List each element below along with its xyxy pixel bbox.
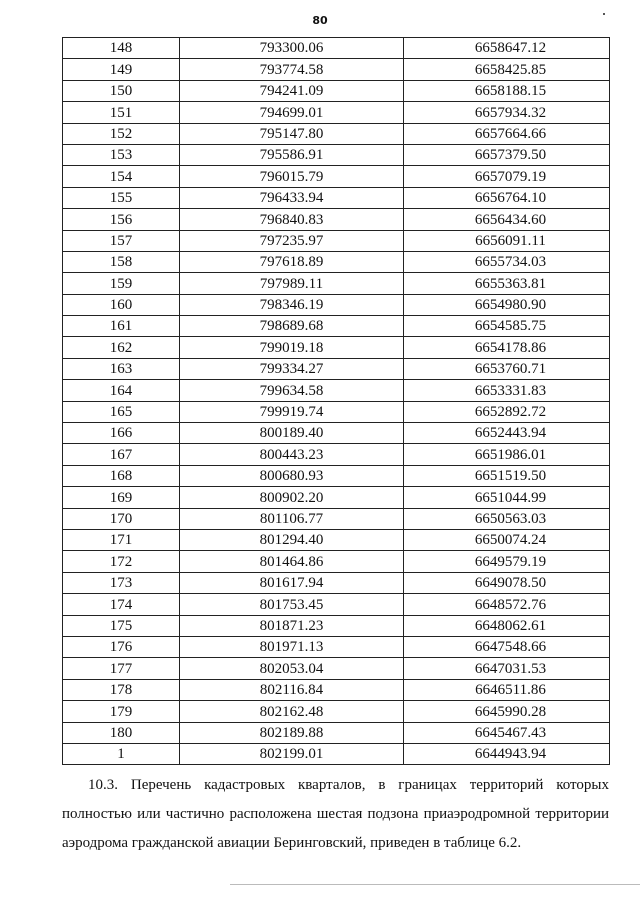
x-coordinate-cell: 801971.13 (180, 636, 404, 657)
point-number-cell: 154 (63, 166, 180, 187)
point-number-cell: 151 (63, 102, 180, 123)
y-coordinate-cell: 6657664.66 (404, 123, 610, 144)
table-row (63, 722, 610, 743)
table-row (63, 80, 610, 101)
y-coordinate-cell: 6648062.61 (404, 615, 610, 636)
point-number-cell: 163 (63, 358, 180, 379)
y-coordinate-cell: 6658425.85 (404, 59, 610, 80)
table-row (63, 358, 610, 379)
point-number-cell: 175 (63, 615, 180, 636)
point-number-cell: 169 (63, 487, 180, 508)
table-row (63, 401, 610, 422)
table-row (63, 166, 610, 187)
y-coordinate-cell: 6645990.28 (404, 701, 610, 722)
y-coordinate-cell: 6655363.81 (404, 273, 610, 294)
table-row (63, 273, 610, 294)
table-row (63, 679, 610, 700)
point-number-cell: 180 (63, 722, 180, 743)
x-coordinate-cell: 800902.20 (180, 487, 404, 508)
y-coordinate-cell: 6652892.72 (404, 401, 610, 422)
table-row (63, 465, 610, 486)
x-coordinate-cell: 793774.58 (180, 59, 404, 80)
x-coordinate-cell: 802053.04 (180, 658, 404, 679)
table-row (63, 337, 610, 358)
point-number-cell: 177 (63, 658, 180, 679)
x-coordinate-cell: 802162.48 (180, 701, 404, 722)
y-coordinate-cell: 6652443.94 (404, 423, 610, 444)
section-paragraph-text: 10.3. Перечень кадастровых кварталов, в границах территорий которых полностью или частично расположена шестая подзона приаэродромной территории аэродрома гражданской авиации Беринговский, приведен в таблице 6.2. (62, 777, 609, 851)
y-coordinate-cell: 6650074.24 (404, 529, 610, 550)
y-coordinate-cell: 6647031.53 (404, 658, 610, 679)
point-number-cell: 176 (63, 636, 180, 657)
y-coordinate-cell: 6656434.60 (404, 209, 610, 230)
scan-bottom-line (230, 884, 640, 885)
point-number-cell: 152 (63, 123, 180, 144)
point-number-cell: 149 (63, 59, 180, 80)
point-number-cell: 1 (63, 743, 180, 764)
y-coordinate-cell: 6649579.19 (404, 551, 610, 572)
x-coordinate-cell: 794241.09 (180, 80, 404, 101)
y-coordinate-cell: 6653760.71 (404, 358, 610, 379)
y-coordinate-cell: 6658647.12 (404, 38, 610, 59)
table-row (63, 701, 610, 722)
point-number-cell: 153 (63, 144, 180, 165)
y-coordinate-cell: 6650563.03 (404, 508, 610, 529)
point-number-cell: 166 (63, 423, 180, 444)
point-number-cell: 160 (63, 294, 180, 315)
y-coordinate-cell: 6644943.94 (404, 743, 610, 764)
table-row (63, 316, 610, 337)
y-coordinate-cell: 6657934.32 (404, 102, 610, 123)
x-coordinate-cell: 802116.84 (180, 679, 404, 700)
x-coordinate-cell: 802199.01 (180, 743, 404, 764)
table-row (63, 444, 610, 465)
section-paragraph (62, 771, 609, 858)
point-number-cell: 178 (63, 679, 180, 700)
x-coordinate-cell: 797235.97 (180, 230, 404, 251)
x-coordinate-cell: 799019.18 (180, 337, 404, 358)
y-coordinate-cell: 6655734.03 (404, 251, 610, 272)
table-row (63, 487, 610, 508)
x-coordinate-cell: 796840.83 (180, 209, 404, 230)
page-number: 80 (312, 14, 328, 27)
table-row (63, 594, 610, 615)
x-coordinate-cell: 801753.45 (180, 594, 404, 615)
x-coordinate-cell: 800680.93 (180, 465, 404, 486)
y-coordinate-cell: 6647548.66 (404, 636, 610, 657)
x-coordinate-cell: 797989.11 (180, 273, 404, 294)
point-number-cell: 158 (63, 251, 180, 272)
x-coordinate-cell: 800189.40 (180, 423, 404, 444)
y-coordinate-cell: 6646511.86 (404, 679, 610, 700)
scan-speck (603, 13, 605, 15)
x-coordinate-cell: 796015.79 (180, 166, 404, 187)
table-row (63, 144, 610, 165)
y-coordinate-cell: 6653331.83 (404, 380, 610, 401)
point-number-cell: 173 (63, 572, 180, 593)
table-row (63, 102, 610, 123)
y-coordinate-cell: 6657079.19 (404, 166, 610, 187)
point-number-cell: 167 (63, 444, 180, 465)
point-number-cell: 148 (63, 38, 180, 59)
table-row (63, 209, 610, 230)
table-row (63, 551, 610, 572)
x-coordinate-cell: 800443.23 (180, 444, 404, 465)
point-number-cell: 179 (63, 701, 180, 722)
y-coordinate-cell: 6651986.01 (404, 444, 610, 465)
point-number-cell: 170 (63, 508, 180, 529)
x-coordinate-cell: 801871.23 (180, 615, 404, 636)
y-coordinate-cell: 6656091.11 (404, 230, 610, 251)
x-coordinate-cell: 799334.27 (180, 358, 404, 379)
point-number-cell: 172 (63, 551, 180, 572)
x-coordinate-cell: 797618.89 (180, 251, 404, 272)
x-coordinate-cell: 801294.40 (180, 529, 404, 550)
y-coordinate-cell: 6654585.75 (404, 316, 610, 337)
table-row (63, 123, 610, 144)
x-coordinate-cell: 796433.94 (180, 187, 404, 208)
x-coordinate-cell: 801106.77 (180, 508, 404, 529)
y-coordinate-cell: 6654178.86 (404, 337, 610, 358)
point-number-cell: 159 (63, 273, 180, 294)
point-number-cell: 168 (63, 465, 180, 486)
point-number-cell: 156 (63, 209, 180, 230)
y-coordinate-cell: 6651044.99 (404, 487, 610, 508)
point-number-cell: 155 (63, 187, 180, 208)
table-row (63, 187, 610, 208)
point-number-cell: 157 (63, 230, 180, 251)
table-row (63, 636, 610, 657)
x-coordinate-cell: 799919.74 (180, 401, 404, 422)
x-coordinate-cell: 798346.19 (180, 294, 404, 315)
table-row (63, 294, 610, 315)
x-coordinate-cell: 801464.86 (180, 551, 404, 572)
y-coordinate-cell: 6648572.76 (404, 594, 610, 615)
point-number-cell: 171 (63, 529, 180, 550)
y-coordinate-cell: 6657379.50 (404, 144, 610, 165)
table-row (63, 230, 610, 251)
table-row (63, 529, 610, 550)
table-row (63, 508, 610, 529)
point-number-cell: 150 (63, 80, 180, 101)
table-row (63, 572, 610, 593)
table-row (63, 743, 610, 764)
y-coordinate-cell: 6654980.90 (404, 294, 610, 315)
table-row (63, 38, 610, 59)
x-coordinate-cell: 802189.88 (180, 722, 404, 743)
x-coordinate-cell: 793300.06 (180, 38, 404, 59)
x-coordinate-cell: 801617.94 (180, 572, 404, 593)
table-row (63, 615, 610, 636)
point-number-cell: 165 (63, 401, 180, 422)
table-row (63, 658, 610, 679)
x-coordinate-cell: 795147.80 (180, 123, 404, 144)
y-coordinate-cell: 6656764.10 (404, 187, 610, 208)
y-coordinate-cell: 6645467.43 (404, 722, 610, 743)
y-coordinate-cell: 6658188.15 (404, 80, 610, 101)
x-coordinate-cell: 794699.01 (180, 102, 404, 123)
x-coordinate-cell: 799634.58 (180, 380, 404, 401)
y-coordinate-cell: 6649078.50 (404, 572, 610, 593)
point-number-cell: 161 (63, 316, 180, 337)
x-coordinate-cell: 795586.91 (180, 144, 404, 165)
coordinates-table (62, 37, 610, 765)
table-row (63, 59, 610, 80)
y-coordinate-cell: 6651519.50 (404, 465, 610, 486)
point-number-cell: 174 (63, 594, 180, 615)
point-number-cell: 164 (63, 380, 180, 401)
table-row (63, 251, 610, 272)
coordinates-table-body (63, 38, 610, 765)
table-row (63, 380, 610, 401)
point-number-cell: 162 (63, 337, 180, 358)
table-row (63, 423, 610, 444)
x-coordinate-cell: 798689.68 (180, 316, 404, 337)
